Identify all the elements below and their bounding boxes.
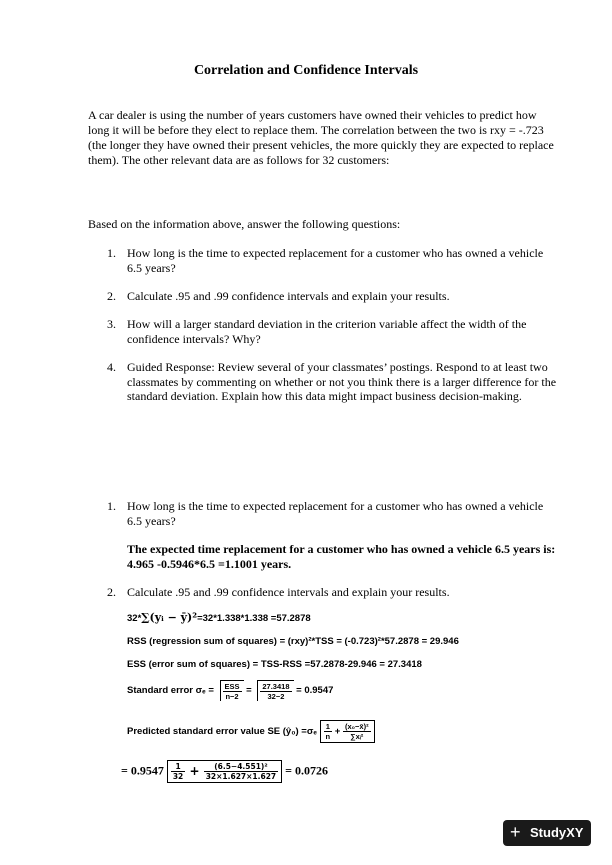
question-number: 1. xyxy=(107,246,116,260)
question-number: 2. xyxy=(107,585,116,599)
page-title: Correlation and Confidence Intervals xyxy=(193,63,419,78)
tss-formula: 32*∑(yᵢ − ȳ)²=32*1.338*1.338 =57.2878 xyxy=(127,611,311,624)
question-line: standard deviation. Explain how this data might impact business decision-making. xyxy=(127,389,522,403)
plus-icon: + xyxy=(510,822,521,842)
answer-line: 4.965 -0.5946*6.5 =1.1001 years. xyxy=(127,556,292,571)
final-calculation: = 0.9547 $\frac{1}{32}$ + $\frac{\text{(6.5−4.551)²}}{32\times 1.627\times 1.627}$ = 0.0726 xyxy=(121,762,328,781)
question-line: Calculate .95 and .99 confidence intervals and explain your results. xyxy=(127,585,450,599)
question-line: 6.5 years? xyxy=(127,260,176,275)
question-number: 2. xyxy=(107,289,116,303)
question-line: How long is the time to expected replacement for a customer who has owned a vehicle xyxy=(127,499,544,513)
intro-line: (the longer they have owned their present vehicles, the more quickly they are expected to replace xyxy=(88,138,554,152)
predicted-se-formula: Predicted standard error value SE (ŷ₀) =σₑ $\frac{1}{n}$ + $\frac{\text{(x₀−x̄)²}}{\text{∑xᵢ²}}$ xyxy=(127,720,375,743)
question-number: 3. xyxy=(107,317,116,331)
question-line: confidence intervals? Why? xyxy=(127,331,261,346)
question-number: 1. xyxy=(107,499,116,513)
rss-formula: RSS (regression sum of squares) = (rxy)²*TSS = (-0.723)²*57.2878 = 29.946 xyxy=(127,636,459,647)
sqrt-values: $\frac{27.3418}{32-2}$ xyxy=(257,680,293,701)
question-line: How will a larger standard deviation in the criterion variable affect the width of the xyxy=(127,317,527,331)
answer-line: The expected time replacement for a customer who has owned a vehicle 6.5 years is: xyxy=(127,542,556,556)
question-line: Guided Response: Review several of your classmates’ postings. Respond to at least two xyxy=(127,360,548,374)
standard-error-formula: Standard error σₑ = $\frac{\text{ESS}}{n-2}$ = $\frac{27.3418}{32-2}$ = 0.9547 xyxy=(127,682,334,701)
studyxy-logo xyxy=(503,820,591,846)
intro-line: A car dealer is using the number of years customers have owned their vehicles to predict how xyxy=(88,108,537,122)
bracket-expression: $\frac{1}{n}$ + $\frac{\text{(x₀−x̄)²}}{\text{∑xᵢ²}}$ xyxy=(320,720,375,743)
intro-line: long it will be before they elect to replace them. The correlation between the two is rxy = -.723 xyxy=(88,123,544,137)
question-line: Calculate .95 and .99 confidence intervals and explain your results. xyxy=(127,289,450,303)
prompt-text: Based on the information above, answer the following questions: xyxy=(88,217,401,231)
sum-expression: ∑(yᵢ − ȳ)² xyxy=(141,611,198,624)
bracket-expression: $\frac{1}{32}$ + $\frac{\text{(6.5−4.551)²}}{32\times 1.627\times 1.627}$ xyxy=(167,760,282,783)
intro-line: them). The other relevant data are as follows for 32 customers: xyxy=(88,153,390,167)
sqrt-ess: $\frac{\text{ESS}}{n-2}$ xyxy=(220,680,244,701)
question-line: 6.5 years? xyxy=(127,513,176,528)
question-line: How long is the time to expected replacement for a customer who has owned a vehicle xyxy=(127,246,544,260)
question-line: classmates by commenting on whether or not you think there is a larger difference for the xyxy=(127,374,557,389)
logo-text: StudyXY xyxy=(530,825,584,840)
question-number: 4. xyxy=(107,360,116,374)
ess-formula: ESS (error sum of squares) = TSS-RSS =57.2878-29.946 = 27.3418 xyxy=(127,659,422,670)
intro-paragraph xyxy=(88,108,578,168)
